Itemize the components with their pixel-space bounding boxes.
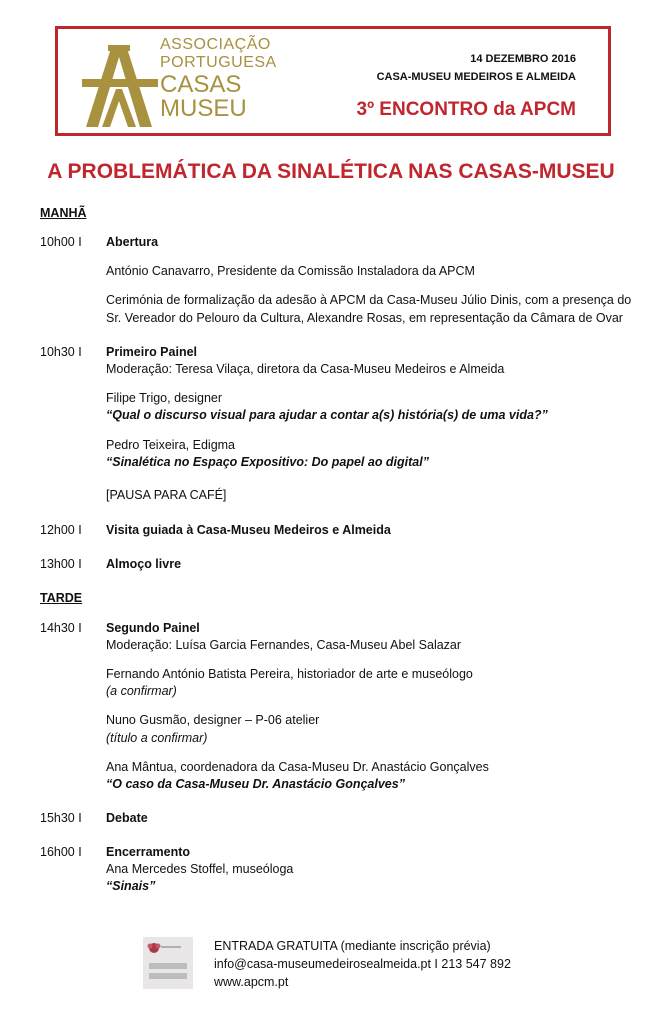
agenda-item-title: Abertura [106,235,159,249]
agenda-text: Cerimónia de formalização da adesão à APCM da Casa-Museu Júlio Dinis, com a presença do [106,293,632,307]
talk-title: “Sinais” [106,879,156,893]
agenda-item-title: Almoço livre [106,557,182,571]
footer-website[interactable]: www.apcm.pt [214,975,289,989]
museum-logo-icon [143,937,193,989]
agenda-text: [PAUSA PARA CAFÉ] [106,488,227,502]
talk-title: “O caso da Casa-Museu Dr. Anastácio Gonçalves” [106,777,405,791]
section-morning: MANHÃ [40,206,87,220]
agenda-text: Filipe Trigo, designer [106,391,223,405]
agenda-text: Sr. Vereador do Pelouro da Cultura, Alexandre Rosas, em representação da Câmara de Ovar [106,311,623,325]
logo-wordmark [160,37,277,121]
page-title: A PROBLEMÁTICA DA SINALÉTICA NAS CASAS-MUSEU [47,160,615,183]
agenda-text: Moderação: Luísa Garcia Fernandes, Casa-Museu Abel Salazar [106,638,462,652]
time-label: 12h00 I [40,523,82,537]
event-date: 14 DEZEMBRO 2016 [470,53,576,65]
agenda-note: (título a confirmar) [106,731,208,745]
event-name: 3º ENCONTRO da APCM [356,99,576,120]
logo-line: ASSOCIAÇÃO [160,36,271,53]
agenda-text: Moderação: Teresa Vilaça, diretora da Casa-Museu Medeiros e Almeida [106,362,505,376]
agenda-item-title: Visita guiada à Casa-Museu Medeiros e Almeida [106,523,391,537]
time-label: 10h30 I [40,345,82,359]
agenda-text: António Canavarro, Presidente da Comissão Instaladora da APCM [106,264,475,278]
section-afternoon: TARDE [40,591,83,605]
header-box [55,26,611,136]
agenda-text: Ana Mântua, coordenadora da Casa-Museu Dr. Anastácio Gonçalves [106,760,489,774]
logo-line: CASAS [160,71,242,98]
agenda-note: (a confirmar) [106,684,177,698]
time-label: 16h00 I [40,845,82,859]
logo-line: MUSEU [160,95,247,122]
agenda-text: Ana Mercedes Stoffel, museóloga [106,862,294,876]
talk-title: “Qual o discurso visual para ajudar a contar a(s) história(s) de uma vida?” [106,408,548,422]
agenda-item-title: Primeiro Painel [106,345,198,359]
event-venue: CASA-MUSEU MEDEIROS E ALMEIDA [376,71,576,83]
time-label: 14h30 I [40,621,82,635]
time-label: 10h00 I [40,235,82,249]
agenda-item-title: Debate [106,811,148,825]
time-label: 13h00 I [40,557,82,571]
time-label: 15h30 I [40,811,82,825]
footer-contact[interactable]: info@casa-museumedeirosealmeida.pt I 213 547 892 [214,957,511,971]
agenda-item-title: Encerramento [106,845,191,859]
talk-title: “Sinalética no Espaço Expositivo: Do papel ao digital” [106,455,429,469]
agenda-text: Nuno Gusmão, designer – P-06 atelier [106,713,320,727]
logo-line: PORTUGUESA [160,54,277,71]
agenda-text: Pedro Teixeira, Edigma [106,438,236,452]
agenda-item-title: Segundo Painel [106,621,200,635]
footer-admission: ENTRADA GRATUITA (mediante inscrição prévia) [214,939,491,953]
agenda-text: Fernando António Batista Pereira, historiador de arte e museólogo [106,667,473,681]
